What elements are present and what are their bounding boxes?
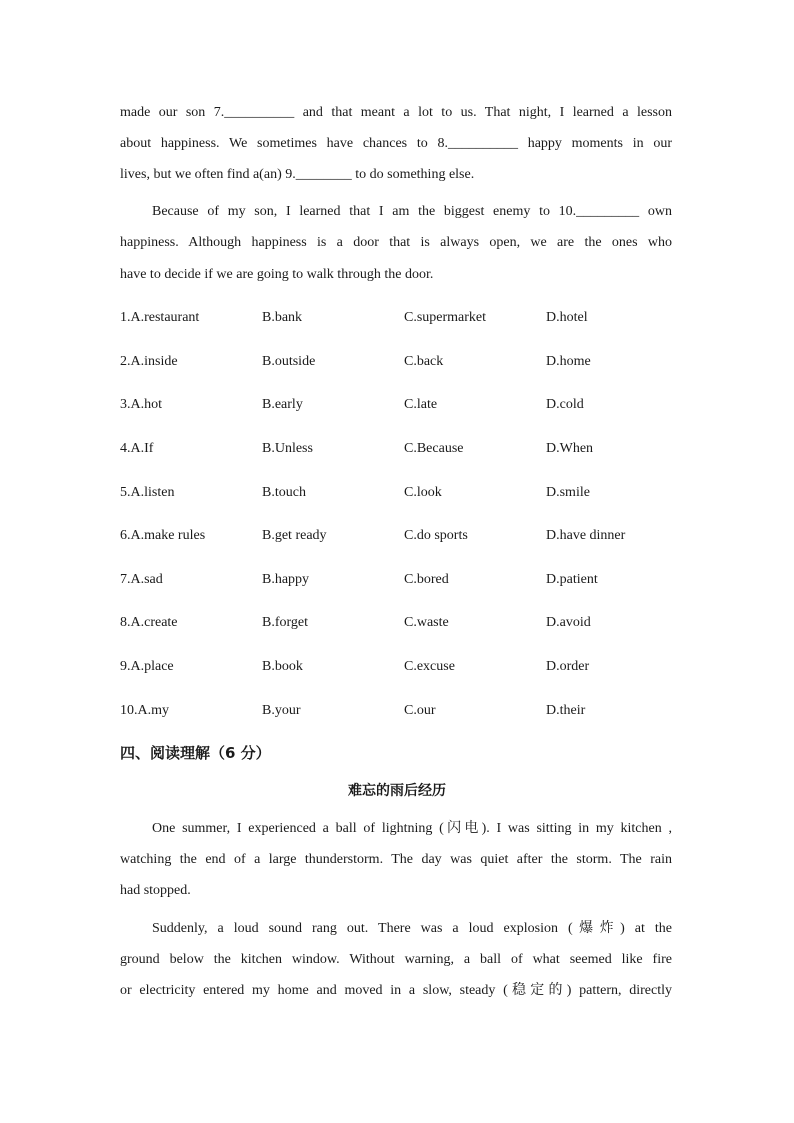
option-c: C.bored: [404, 572, 449, 587]
option-d: D.avoid: [546, 615, 591, 630]
option-a: 3.A.hot: [120, 397, 162, 412]
option-b: B.outside: [262, 354, 316, 369]
option-d: D.cold: [546, 397, 584, 412]
option-a: 1.A.restaurant: [120, 310, 200, 325]
paragraph-line: have to decide if we are going to walk through the door.: [120, 267, 434, 282]
paragraph-line: watching the end of a large thunderstorm. The day was quiet after the storm. The rain: [120, 852, 672, 867]
option-d: D.their: [546, 703, 586, 718]
option-b: B.happy: [262, 572, 310, 587]
option-c: C.supermarket: [404, 310, 487, 325]
option-d: D.smile: [546, 485, 590, 500]
option-a: 7.A.sad: [120, 572, 163, 587]
passage-title: 难忘的雨后经历: [348, 783, 446, 799]
option-a: 10.A.my: [120, 703, 169, 718]
option-c: C.late: [404, 397, 438, 412]
section-heading: 四、阅读理解（6 分）: [120, 744, 271, 762]
option-c: C.back: [404, 354, 444, 369]
option-b: B.Unless: [262, 441, 313, 456]
option-a: 4.A.If: [120, 441, 154, 456]
option-c: C.waste: [404, 615, 449, 630]
option-d: D.When: [546, 441, 594, 456]
paragraph-line: Suddenly, a loud sound rang out. There was a loud explosion (爆炸) at the: [152, 921, 672, 936]
option-d: D.order: [546, 659, 590, 674]
option-d: D.patient: [546, 572, 598, 587]
option-d: D.home: [546, 354, 591, 369]
option-b: B.get ready: [262, 528, 327, 543]
option-b: B.book: [262, 659, 303, 674]
paragraph-line: ground below the kitchen window. Without warning, a ball of what seemed like fire: [120, 952, 672, 967]
option-c: C.our: [404, 703, 436, 718]
paragraph-line: about happiness. We sometimes have chances to 8.__________ happy moments in our: [120, 136, 672, 151]
option-b: B.touch: [262, 485, 306, 500]
option-d: D.hotel: [546, 310, 588, 325]
paragraph-line: had stopped.: [120, 883, 191, 898]
paragraph-line: lives, but we often find a(an) 9.________ to do something else.: [120, 167, 475, 182]
option-a: 6.A.make rules: [120, 528, 206, 543]
option-a: 2.A.inside: [120, 354, 178, 369]
option-b: B.your: [262, 703, 301, 718]
option-c: C.do sports: [404, 528, 468, 543]
option-c: C.look: [404, 485, 442, 500]
option-a: 5.A.listen: [120, 485, 175, 500]
option-d: D.have dinner: [546, 528, 626, 543]
option-c: C.Because: [404, 441, 464, 456]
paragraph-line: Because of my son, I learned that I am the biggest enemy to 10._________ own: [152, 204, 672, 219]
paragraph-line: happiness. Although happiness is a door that is always open, we are the ones who: [120, 235, 672, 250]
paragraph-line: One summer, I experienced a ball of lightning (闪电). I was sitting in my kitchen ,: [152, 821, 672, 836]
option-b: B.bank: [262, 310, 303, 325]
option-a: 9.A.place: [120, 659, 174, 674]
paragraph-line: or electricity entered my home and moved in a slow, steady (稳定的) pattern, directly: [120, 983, 672, 998]
option-b: B.early: [262, 397, 303, 412]
option-a: 8.A.create: [120, 615, 178, 630]
option-c: C.excuse: [404, 659, 455, 674]
paragraph-line: made our son 7.__________ and that meant a lot to us. That night, I learned a lesson: [120, 105, 672, 120]
option-b: B.forget: [262, 615, 309, 630]
